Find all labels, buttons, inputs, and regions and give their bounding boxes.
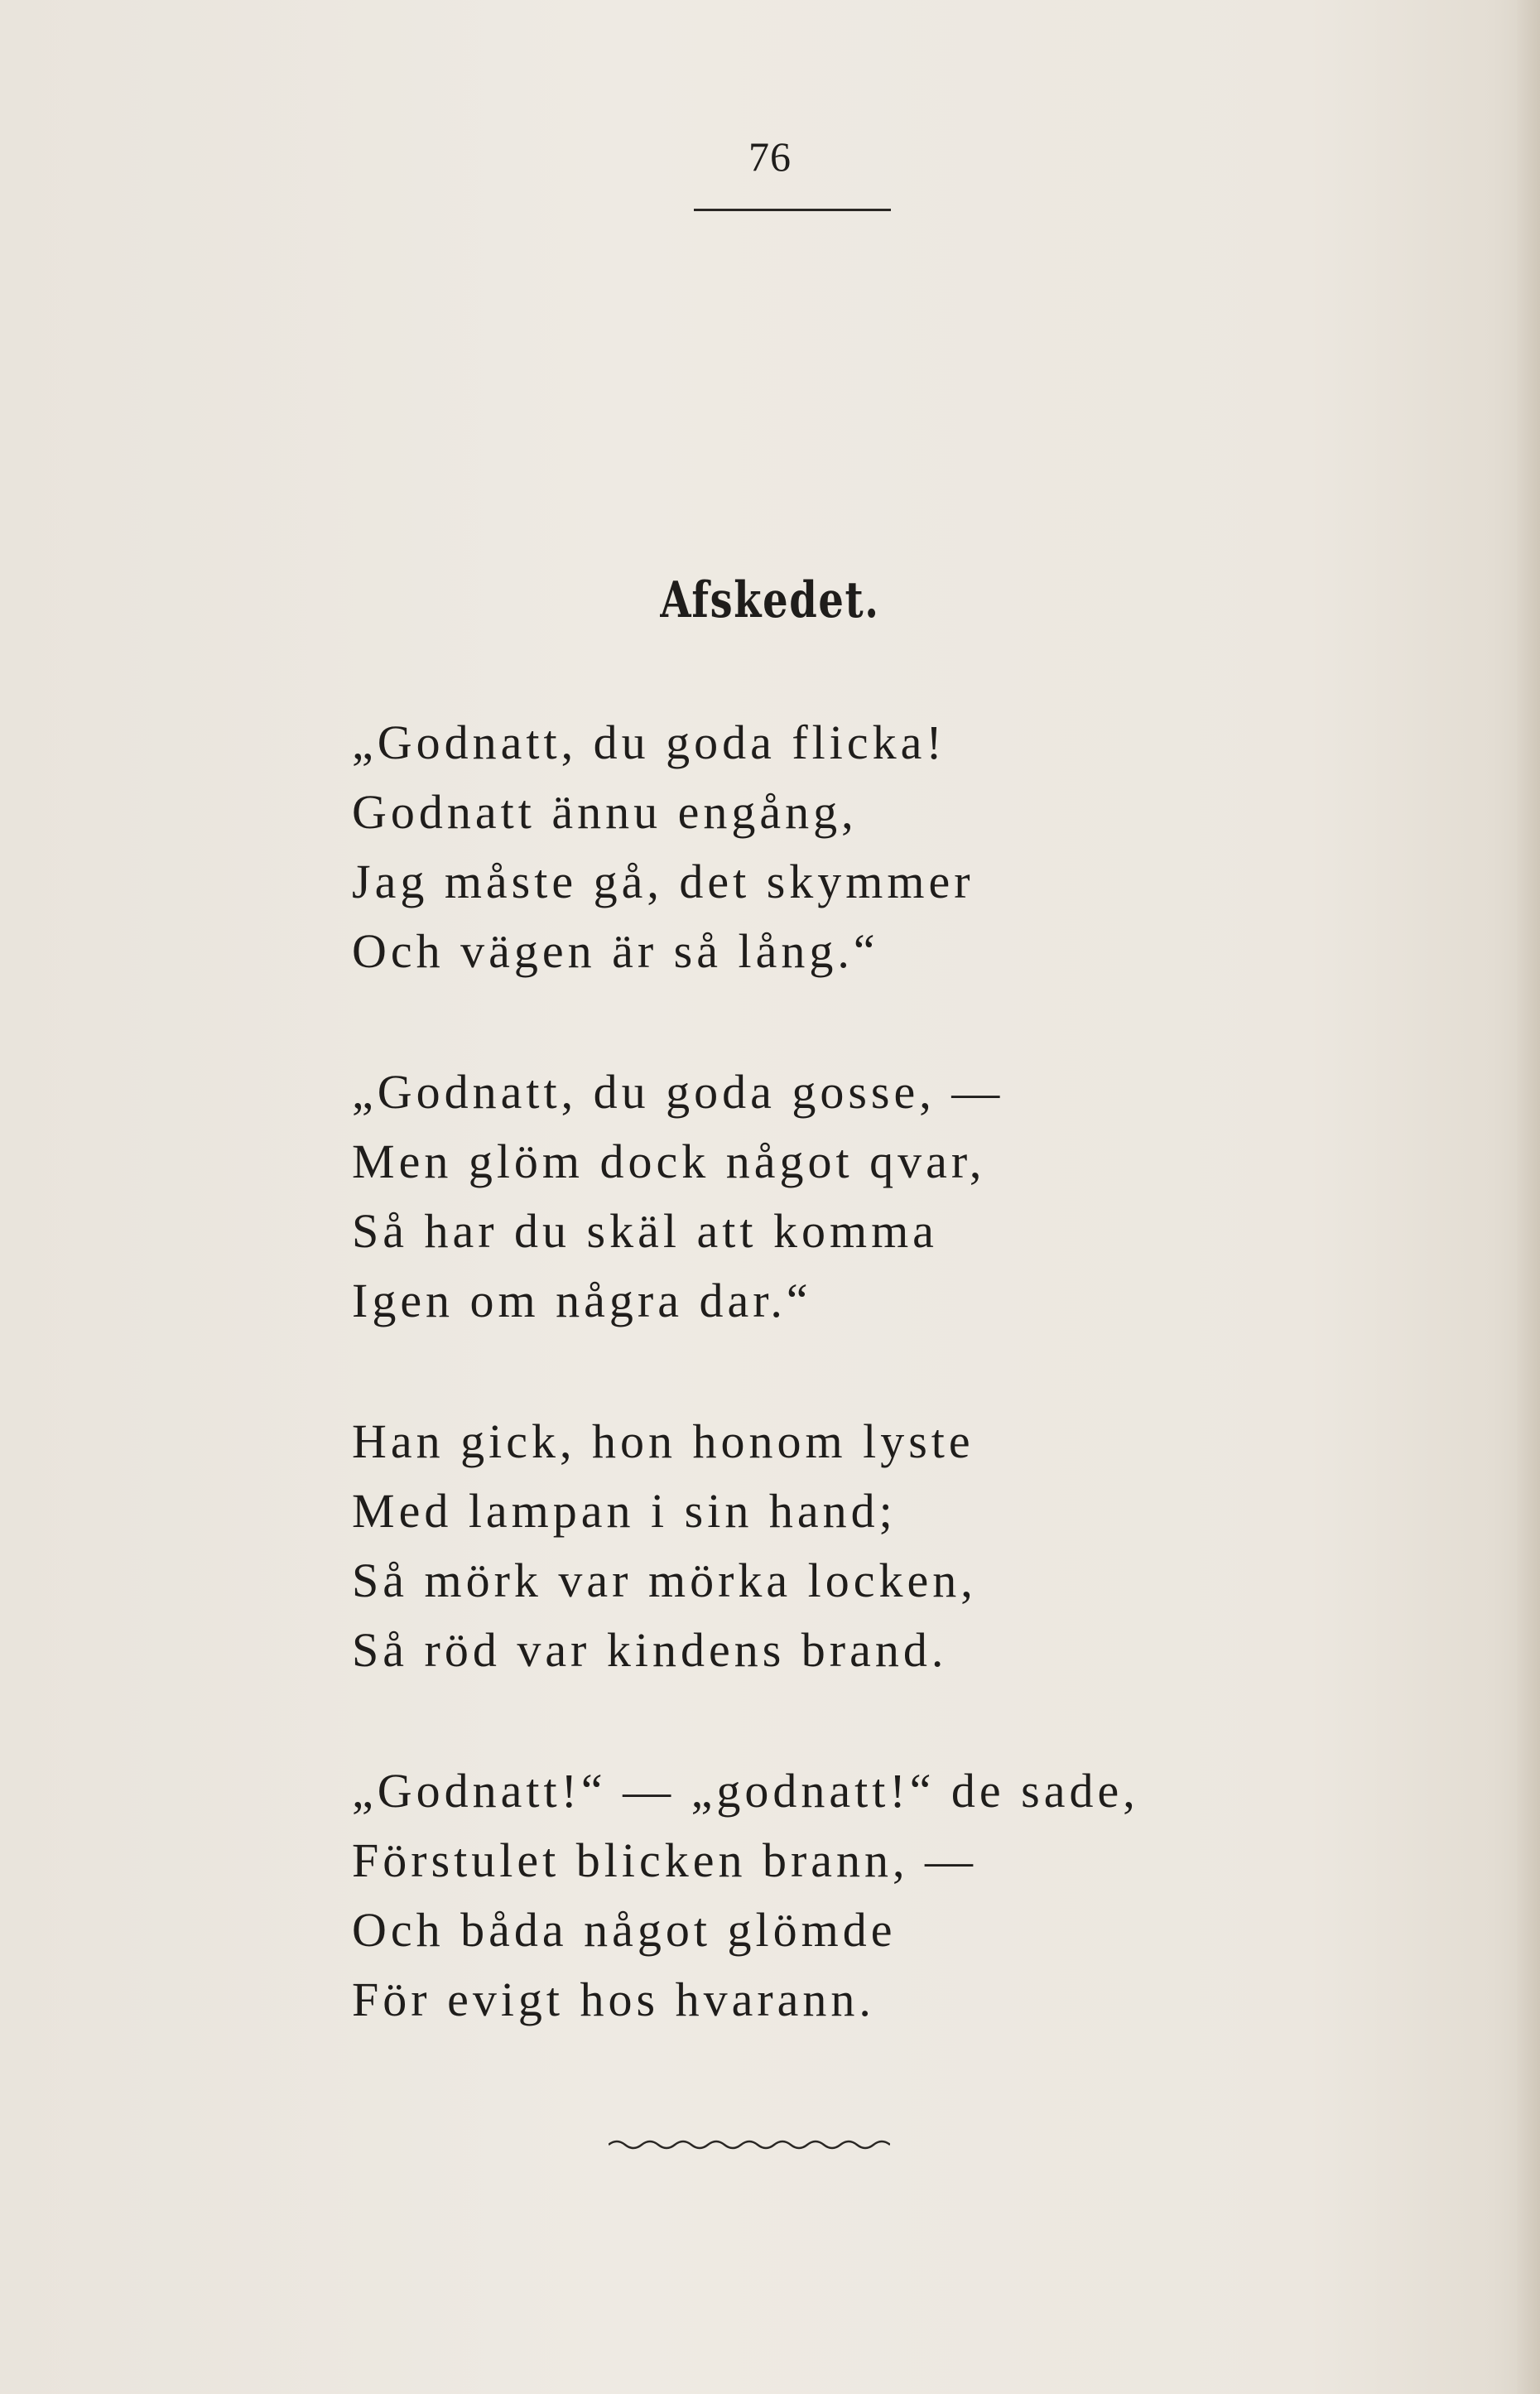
poem-line: Igen om några dar.“ [352,1274,812,1327]
poem-line: Så röd var kindens brand. [352,1623,948,1677]
page-number: 76 [748,133,792,180]
poem-line: Med lampan i sin hand; [352,1484,897,1538]
stanza-4 [352,1756,1304,2035]
poem-line: Och båda något glömde [352,1903,897,1957]
poem-line: Och vägen är så lång.“ [352,924,879,978]
poem-line: „Godnatt, du goda gosse, — [352,1065,1004,1119]
poem-body [352,708,1304,2106]
poem-line: Han gick, hon honom lyste [352,1414,975,1468]
poem-line: Så mörk var mörka locken, [352,1553,977,1607]
poem-line: Jag måste gå, det skymmer [352,855,975,908]
poem-line: Men glöm dock något qvar, [352,1134,986,1188]
poem-line: „Godnatt, du goda flicka! [352,715,946,769]
page-edge-shadow [1517,0,1540,2394]
stanza-2 [352,1057,1304,1336]
poem-line: Godnatt ännu engång, [352,785,858,839]
stanza-3 [352,1407,1304,1685]
stanza-1 [352,708,1304,986]
poem-line: För evigt hos hvarann. [352,1973,875,2026]
poem-line: „Godnatt!“ — „godnatt!“ de sade, [352,1764,1139,1818]
poem-title: Afskedet. [660,571,880,629]
wavy-line-ornament [609,2135,890,2155]
poem-line: Förstulet blicken brann, — [352,1833,978,1887]
poem-line: Så har du skäl att komma [352,1204,938,1258]
header-rule [694,209,891,211]
